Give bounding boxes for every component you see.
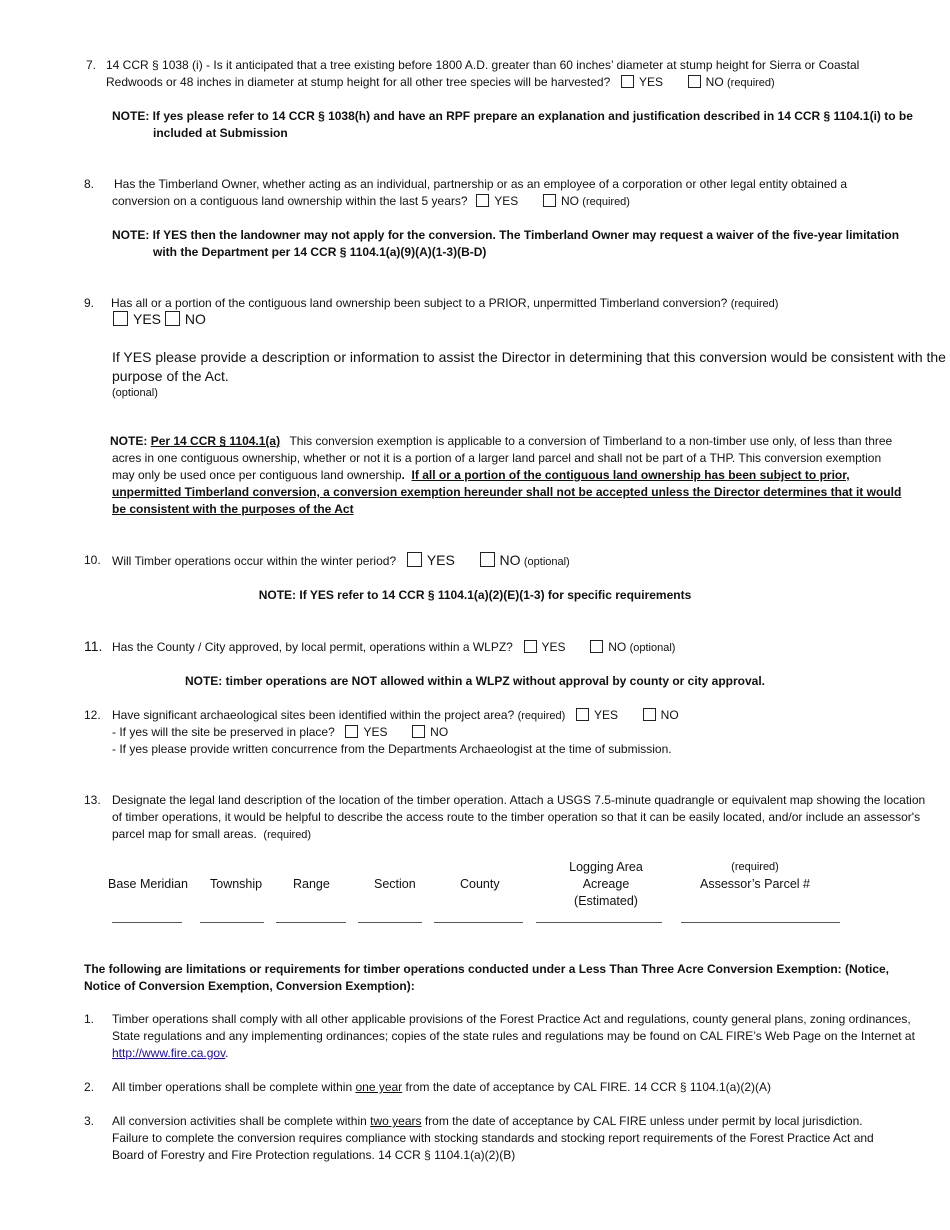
q12-yes-label: YES bbox=[593, 708, 618, 722]
q9-note-line2: acres in one contiguous ownership, whether or not it is a portion of a larger land parcel and shall not be part of a THP. This conversion exemption bbox=[112, 451, 882, 465]
q13-text-line3: parcel map for small areas. (required) bbox=[112, 827, 312, 841]
q12-yes-checkbox[interactable] bbox=[576, 708, 589, 721]
q11-yes-checkbox[interactable] bbox=[524, 640, 537, 653]
acreage-field[interactable] bbox=[536, 922, 662, 923]
q11-no-label: NO bbox=[608, 640, 627, 654]
q8-text-line1: Has the Timberland Owner, whether acting as an individual, partnership or as an employee of a corporation or other legal entity obtained a bbox=[114, 177, 848, 191]
assessor-parcel-field[interactable] bbox=[681, 922, 840, 923]
q9-desc-line2: purpose of the Act. bbox=[112, 368, 229, 384]
limits-heading-line2: Notice of Conversion Exemption, Conversion Exemption): bbox=[84, 979, 415, 993]
q8-text-line2: conversion on a contiguous land ownership within the last 5 years? YES NO (required) bbox=[112, 194, 630, 208]
limit-3-duration: two years bbox=[370, 1114, 422, 1128]
limit-2-text: All timber operations shall be complete within one year from the date of acceptance by CAL FIRE. 14 CCR § 1104.1(a)(2)(A) bbox=[112, 1080, 772, 1094]
col-county: County bbox=[460, 877, 500, 891]
cal-fire-link[interactable]: http://www.fire.ca.gov bbox=[112, 1046, 226, 1060]
county-field[interactable] bbox=[434, 922, 523, 923]
q11-note: NOTE: timber operations are NOT allowed within a WLPZ without approval by county or city approval. bbox=[184, 674, 766, 688]
q7-no-label: NO bbox=[705, 75, 724, 89]
q10-number: 10. bbox=[84, 553, 101, 567]
q8-note-line1: NOTE: If YES then the landowner may not apply for the conversion. The Timberland Owner may request a waiver of the five-year limitation bbox=[112, 228, 900, 242]
q12-required: (required) bbox=[517, 710, 566, 722]
q10-yes-label: YES bbox=[426, 552, 455, 568]
q12-preserve-no-label: NO bbox=[430, 725, 449, 739]
q10-no-label: NO bbox=[499, 552, 521, 568]
q13-text-line2: of timber operations, it would be helpful to describe the access route to the timber operation so that it can be easily located, and/or include an assessor's bbox=[112, 810, 921, 824]
q12-sub1: - If yes will the site be preserved in place? YES NO bbox=[112, 725, 449, 739]
q9-note-reference: Per 14 CCR § 1104.1(a) bbox=[150, 434, 281, 448]
col-range: Range bbox=[293, 877, 330, 891]
q8-yes-label: YES bbox=[494, 194, 519, 208]
q7-required: (required) bbox=[727, 77, 775, 89]
range-field[interactable] bbox=[276, 922, 346, 923]
section-field[interactable] bbox=[358, 922, 422, 923]
q12-sub2: - If yes please provide written concurrence from the Departments Archaeologist at the time of submission. bbox=[112, 742, 672, 756]
limit-3-line2: Failure to complete the conversion requires compliance with stocking standards and stocking report requirements of the Forest Practice Act and bbox=[112, 1131, 874, 1145]
q12-no-checkbox[interactable] bbox=[643, 708, 656, 721]
limit-3-line3: Board of Forestry and Fire Protection regulations. 14 CCR § 1104.1(a)(2)(B) bbox=[112, 1148, 516, 1162]
q13-required: (required) bbox=[263, 829, 312, 841]
col-township: Township bbox=[210, 877, 263, 891]
q9-text-line1: Has all or a portion of the contiguous land ownership been subject to a PRIOR, unpermitted Timberland conversion? (required) bbox=[111, 296, 779, 310]
q11-number: 11. bbox=[84, 638, 103, 654]
township-field[interactable] bbox=[200, 922, 264, 923]
q9-yes-checkbox[interactable] bbox=[113, 311, 128, 326]
q9-desc-line1: If YES please provide a description or information to assist the Director in determining that this conversion would be consistent with the bbox=[112, 349, 946, 365]
q7-yes-checkbox[interactable] bbox=[621, 75, 634, 88]
limit-1-line3: http://www.fire.ca.gov. bbox=[112, 1046, 229, 1060]
q12-number: 12. bbox=[84, 708, 101, 722]
col-base-meridian: Base Meridian bbox=[108, 877, 188, 891]
q8-yes-checkbox[interactable] bbox=[476, 194, 489, 207]
limit-1-number: 1. bbox=[84, 1012, 95, 1026]
q9-note-line3: may only be used once per contiguous land ownership. If all or a portion of the contiguous land ownership has been subject to prior, bbox=[112, 468, 850, 482]
q9-options bbox=[113, 311, 206, 328]
q7-no-checkbox[interactable] bbox=[688, 75, 701, 88]
q8-required: (required) bbox=[582, 196, 630, 208]
limits-heading-line1: The following are limitations or requirements for timber operations conducted under a Less Than Three Acre Conversion Exemption: (Notice, bbox=[84, 962, 890, 976]
col-logging-area: Logging Area Acreage (Estimated) bbox=[569, 860, 643, 908]
limit-1-line2: State regulations and any implementing ordinances; copies of the state rules and regulations may be found on CAL FIRE’s Web Page on the Internet at bbox=[112, 1029, 915, 1043]
q7-note-line2: included at Submission bbox=[153, 126, 288, 140]
limit-3-number: 3. bbox=[84, 1114, 95, 1128]
q10-note: NOTE: If YES refer to 14 CCR § 1104.1(a)(2)(E)(1-3) for specific requirements bbox=[258, 588, 692, 602]
q9-no-label: NO bbox=[184, 311, 206, 327]
q8-no-label: NO bbox=[560, 194, 579, 208]
q13-number: 13. bbox=[84, 793, 101, 807]
q12-text-line1: Have significant archaeological sites been identified within the project area? (required) YES NO bbox=[112, 708, 679, 722]
q10-yes-checkbox[interactable] bbox=[407, 552, 422, 567]
q13-text-line1: Designate the legal land description of the location of the timber operation. Attach a USGS 7.5-minute quadrangle or equivalent map showing the location bbox=[112, 793, 926, 807]
q12-no-label: NO bbox=[660, 708, 679, 722]
q7-number: 7. bbox=[86, 58, 97, 72]
q7-text-line1: 14 CCR § 1038 (i) - Is it anticipated that a tree existing before 1800 A.D. greater than 60 inches’ diameter at stump height for Sierra or Coastal bbox=[106, 58, 860, 72]
q10-text: Will Timber operations occur within the winter period? YES NO (optional) bbox=[112, 552, 570, 568]
q11-no-checkbox[interactable] bbox=[590, 640, 603, 653]
q12-preserve-yes-checkbox[interactable] bbox=[345, 725, 358, 738]
q11-optional: (optional) bbox=[629, 642, 676, 654]
q7-note-line1: NOTE: If yes please refer to 14 CCR § 1038(h) and have an RPF prepare an explanation and justification described in 14 CCR § 1104.1(i) to be bbox=[112, 109, 913, 123]
q11-text: Has the County / City approved, by local permit, operations within a WLPZ? YES NO (optional) bbox=[112, 640, 676, 654]
q7-yes-label: YES bbox=[638, 75, 663, 89]
q9-optional: (optional) bbox=[112, 387, 158, 399]
q12-preserve-no-checkbox[interactable] bbox=[412, 725, 425, 738]
q9-no-checkbox[interactable] bbox=[165, 311, 180, 326]
q9-number: 9. bbox=[84, 296, 95, 310]
limit-3-line1: All conversion activities shall be complete within two years from the date of acceptance by CAL FIRE unless under permit by local jurisdiction. bbox=[112, 1114, 863, 1128]
q9-required: (required) bbox=[730, 298, 779, 310]
base-meridian-field[interactable] bbox=[112, 922, 182, 923]
q9-note-line1: NOTE: Per 14 CCR § 1104.1(a) This conversion exemption is applicable to a conversion of Timberland to a non-timber use only, of less than three bbox=[110, 434, 893, 448]
q11-yes-label: YES bbox=[541, 640, 566, 654]
col-section: Section bbox=[374, 877, 416, 891]
q9-yes-label: YES bbox=[133, 311, 162, 327]
q8-note-line2: with the Department per 14 CCR § 1104.1(a)(9)(A)(1-3)(B-D) bbox=[153, 245, 487, 259]
q9-note-line4: unpermitted Timberland conversion, a conversion exemption hereunder shall not be accepted unless the Director determines that it would bbox=[112, 485, 902, 499]
q12-preserve-yes-label: YES bbox=[363, 725, 388, 739]
limit-1-line1: Timber operations shall comply with all other applicable provisions of the Forest Practice Act and regulations, county general plans, zoning ordinances, bbox=[112, 1012, 911, 1026]
q10-optional: (optional) bbox=[523, 556, 570, 568]
limit-2-number: 2. bbox=[84, 1080, 95, 1094]
q9-note-line5: be consistent with the purposes of the Act bbox=[112, 502, 354, 516]
q8-number: 8. bbox=[84, 177, 95, 191]
limit-2-duration: one year bbox=[355, 1080, 403, 1094]
q7-text-line2: Redwoods or 48 inches in diameter at stump height for all other tree species will be harvested? YES NO (required) bbox=[106, 75, 775, 89]
col-assessor-parcel: (required) Assessor’s Parcel # bbox=[700, 861, 810, 891]
q8-no-checkbox[interactable] bbox=[543, 194, 556, 207]
q10-no-checkbox[interactable] bbox=[480, 552, 495, 567]
